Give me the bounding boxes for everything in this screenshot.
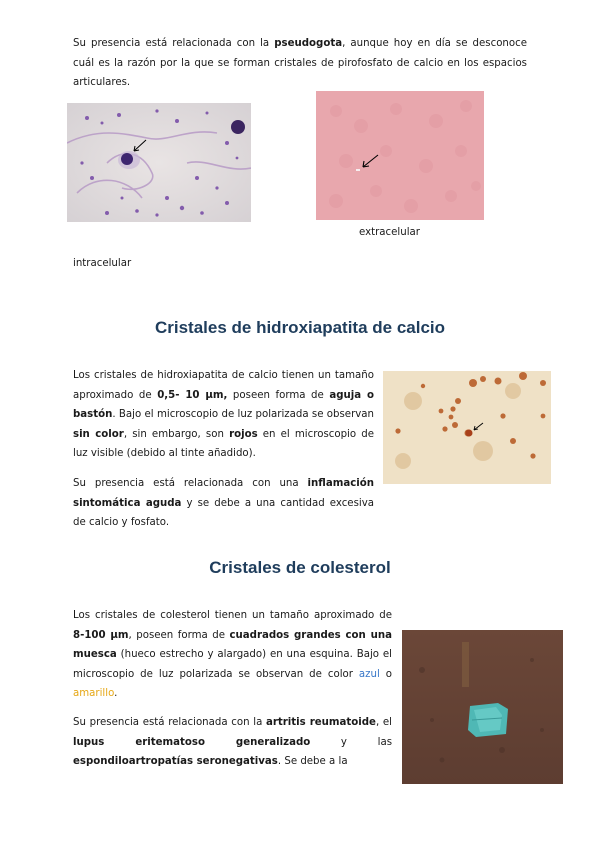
bold-espondiloartropatias: espondiloartropatías seronegativas xyxy=(73,756,278,767)
colesterol-paragraph-2 xyxy=(73,713,392,772)
text: Los cristales de colesterol tienen un tamaño aproximado de xyxy=(73,610,392,621)
text: Su presencia está relacionada con una xyxy=(73,478,308,489)
colesterol-paragraph-1 xyxy=(73,606,392,704)
colesterol-micrograph xyxy=(402,630,563,784)
text: . Bajo el microscopio de luz polarizada se observan xyxy=(112,409,374,420)
bold-colorless: sin color xyxy=(73,428,124,440)
color-word-azul: azul xyxy=(358,668,380,680)
bold-shape: aguja o bastón xyxy=(73,389,375,420)
intro-paragraph xyxy=(73,34,527,93)
caption-intracelular: intracelular xyxy=(73,258,132,269)
text: y se debe a una cantidad excesiva de calcio y fosfato. xyxy=(73,497,374,528)
bold-size: 8-100 µm xyxy=(73,629,129,641)
bold-shape: cuadrados grandes con una muesca xyxy=(73,629,393,660)
hidroxiapatita-micrograph xyxy=(383,371,551,484)
bold-lupus: lupus eritematoso generalizado xyxy=(73,736,311,748)
intro-text-2: , aunque hoy en día se desconoce cuál es la razón por la que se forman cristales de pirofosfato de calcio en los espacios articulares. xyxy=(73,38,527,88)
text: (hueco estrecho y alargado) en una esquina. Bajo el microscopio de luz polarizada se observan de color xyxy=(73,649,392,680)
extracellular-micrograph xyxy=(316,91,484,220)
intracellular-micrograph xyxy=(67,103,251,222)
intro-bold-pseudogota: pseudogota xyxy=(274,38,343,49)
text: , sin embargo, son xyxy=(123,428,230,440)
text: . Se debe a la xyxy=(277,756,348,767)
section-title-colesterol: Cristales de colesterol xyxy=(209,558,391,577)
text: poseen forma de xyxy=(227,389,330,401)
text: , poseen forma de xyxy=(128,629,230,641)
bold-red: rojos xyxy=(229,428,258,440)
bold-inflamacion: inflamación sintomática aguda xyxy=(73,478,374,509)
text: Los cristales de hidroxiapatita de calcio tienen un tamaño aproximado de xyxy=(73,370,374,401)
hidroxiapatita-paragraph-2 xyxy=(73,474,374,533)
bold-artritis: artritis reumatoide xyxy=(266,717,376,728)
text: Su presencia está relacionada con la xyxy=(73,717,267,728)
text: y las xyxy=(310,736,392,748)
text: . xyxy=(114,688,118,699)
intro-text: Su presencia está relacionada con la xyxy=(73,38,275,49)
text: o xyxy=(379,668,392,680)
color-word-amarillo: amarillo xyxy=(73,688,115,699)
section-title-hidroxiapatita: Cristales de hidroxiapatita de calcio xyxy=(154,318,446,337)
caption-extracelular: extracelular xyxy=(359,227,420,238)
hidroxiapatita-paragraph-1 xyxy=(73,366,374,464)
text: , el xyxy=(375,717,392,728)
bold-size: 0,5- 10 µm, xyxy=(157,389,228,401)
text: en el microscopio de luz visible (debido al tinte añadido). xyxy=(73,428,374,459)
